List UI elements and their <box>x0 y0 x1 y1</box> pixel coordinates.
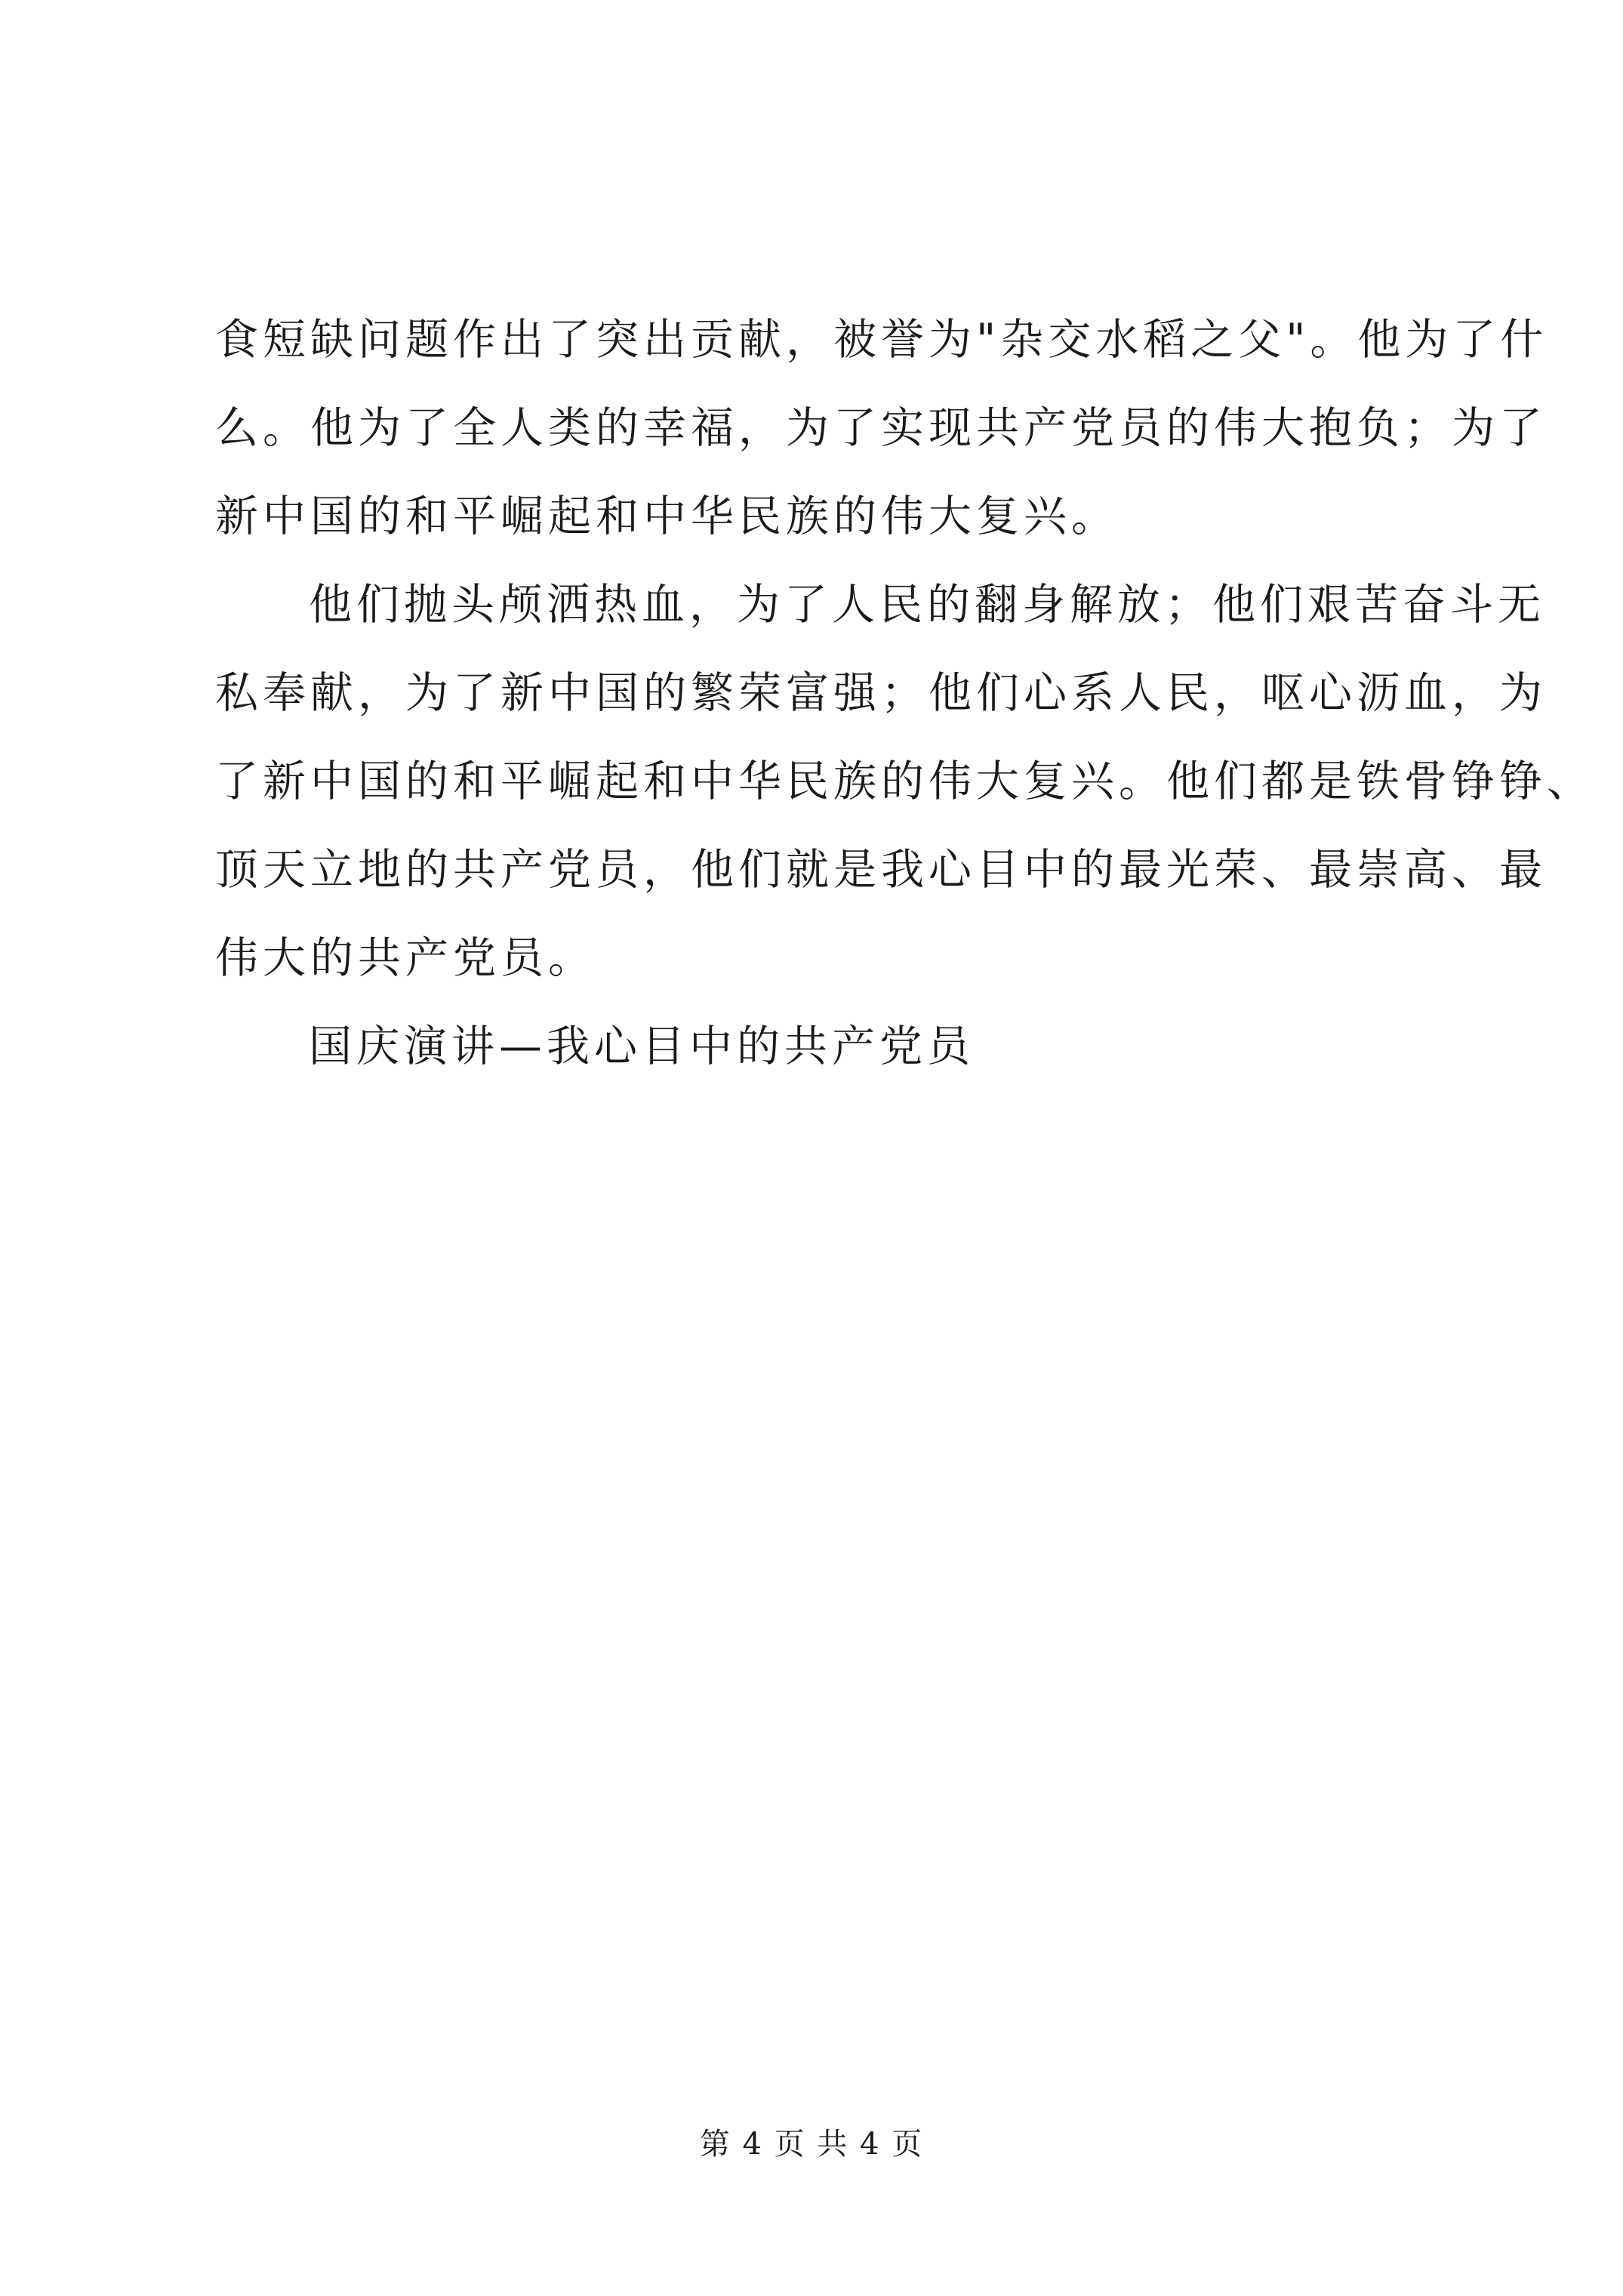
text-line: 食短缺问题作出了突出贡献，被誉为"杂交水稻之父"。他为了什 <box>215 315 1548 365</box>
text-line: 顶天立地的共产党员，他们就是我心目中的最光荣、最崇高、最 <box>215 845 1547 895</box>
body-text <box>215 296 1594 1091</box>
text-line: 新中国的和平崛起和中华民族的伟大复兴。 <box>215 492 1119 541</box>
text-line: 私奉献，为了新中国的繁荣富强；他们心系人民，呕心沥血，为 <box>215 668 1547 718</box>
text-line: 了新中国的和平崛起和中华民族的伟大复兴。他们都是铁骨铮铮、 <box>215 757 1594 806</box>
text-line: 国庆演讲—我心目中的共产党员 <box>309 1022 975 1071</box>
paragraph <box>215 561 1594 1003</box>
text-line: 伟大的共产党员。 <box>215 933 596 983</box>
paragraph <box>215 1003 1431 1091</box>
paragraph <box>215 296 1548 561</box>
text-line: 他们抛头颅洒热血，为了人民的翻身解放；他们艰苦奋斗无 <box>309 580 1545 630</box>
page-footer: 第 4 页 共 4 页 <box>699 2127 924 2162</box>
text-line: 么。他为了全人类的幸福，为了实现共产党员的伟大抱负；为了 <box>215 403 1547 453</box>
